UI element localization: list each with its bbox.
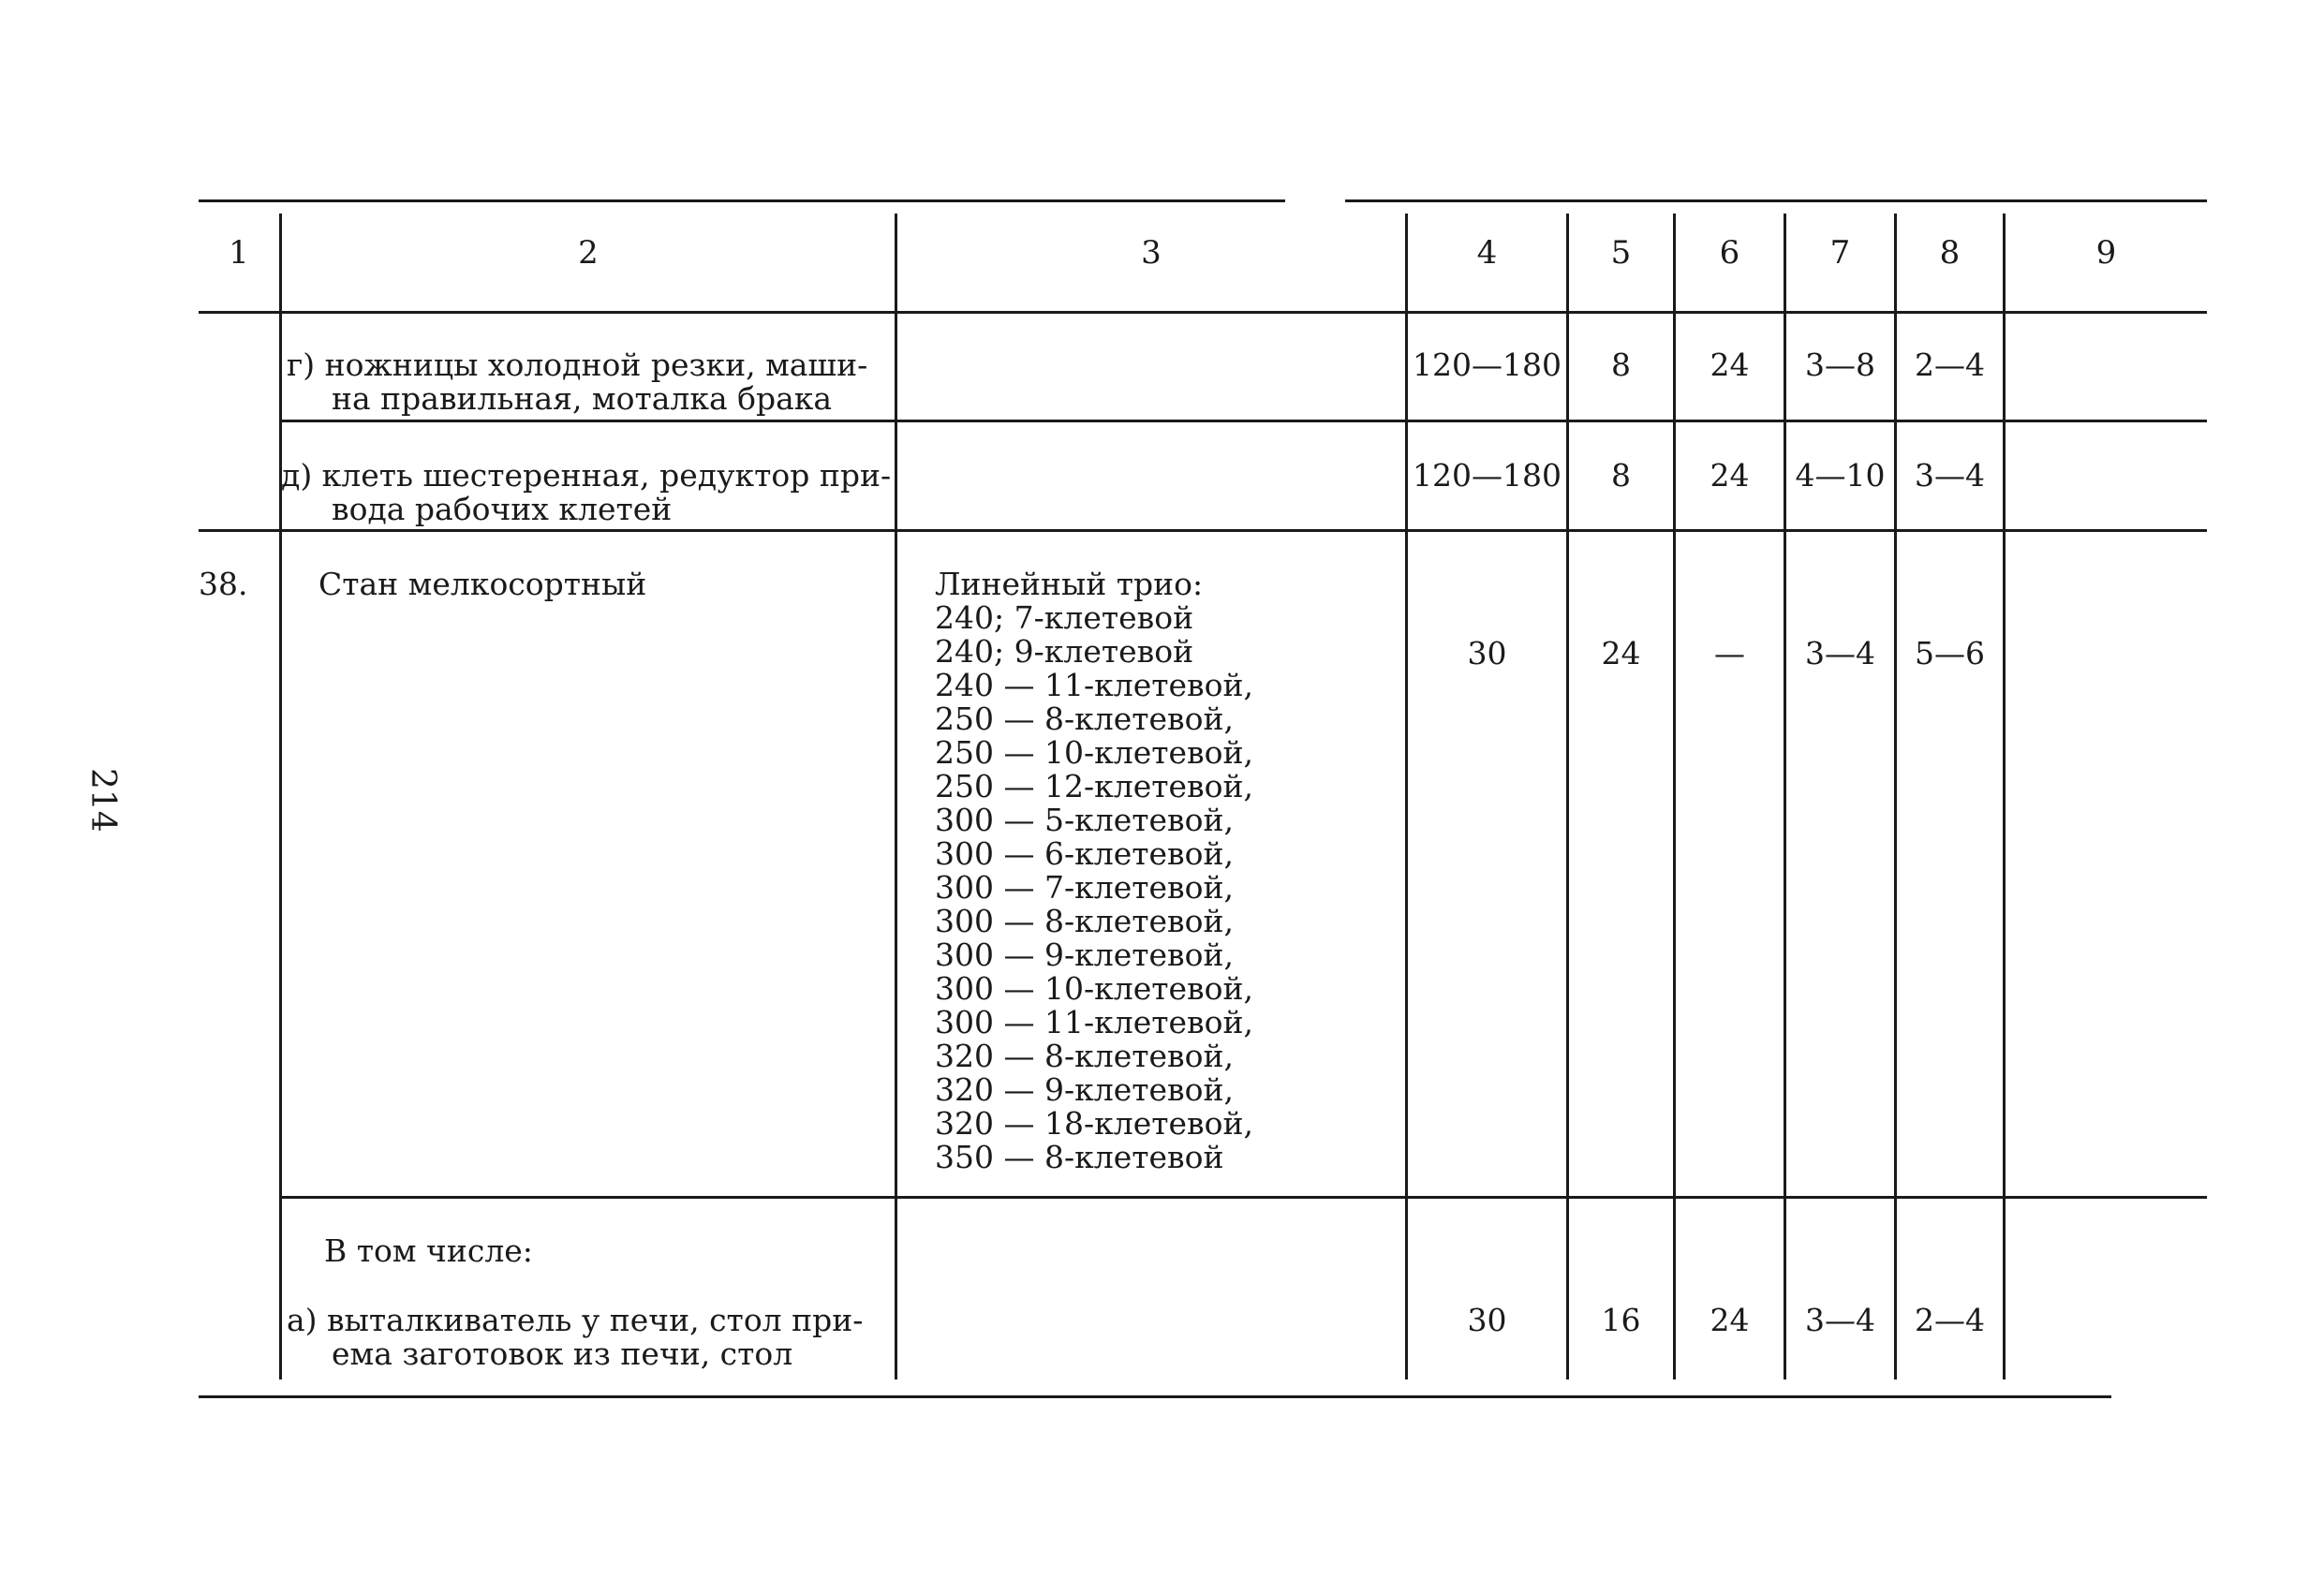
- mill-type-line: 300 — 10-клетевой,: [935, 970, 1253, 1007]
- row-d-col-6: 24: [1710, 457, 1750, 494]
- row-d-col-5: 8: [1611, 457, 1631, 494]
- row-38-col-4: 30: [1467, 635, 1507, 671]
- row-g-col-7: 3—8: [1805, 347, 1875, 383]
- row-g-name-line-1: г) ножницы холодной резки, маши-: [287, 347, 868, 383]
- row-g-col-8: 2—4: [1915, 347, 1985, 383]
- header-col-3: 3: [1141, 234, 1162, 272]
- mill-type-line: 300 — 7-клетевой,: [935, 869, 1234, 906]
- col-rule-5-6: [1673, 214, 1676, 1379]
- row-a-col-6: 24: [1710, 1302, 1750, 1338]
- row-a-col-4: 30: [1467, 1302, 1507, 1338]
- mill-type-line: 250 — 12-клетевой,: [935, 768, 1253, 804]
- row-38-col-5: 24: [1601, 635, 1641, 671]
- row-d-name-line-1: д) клеть шестеренная, редуктор при-: [281, 457, 892, 494]
- col-rule-2-3: [895, 214, 897, 1379]
- mill-type-line: 320 — 9-клетевой,: [935, 1071, 1234, 1108]
- mill-type-line: 240; 9-клетевой: [935, 633, 1194, 670]
- col-rule-4-5: [1566, 214, 1569, 1379]
- mill-type-line: 250 — 10-клетевой,: [935, 734, 1253, 771]
- row-g-col-6: 24: [1710, 347, 1750, 383]
- row-38-number: 38.: [199, 566, 248, 602]
- row-d-col-8: 3—4: [1915, 457, 1985, 494]
- header-col-4: 4: [1476, 234, 1498, 272]
- row-a-col-8: 2—4: [1915, 1302, 1985, 1338]
- row-g-col-4: 120—180: [1413, 347, 1562, 383]
- col-rule-6-7: [1784, 214, 1786, 1379]
- mill-type-line: Линейный трио:: [935, 566, 1204, 602]
- col-rule-1-2: [279, 214, 282, 1379]
- header-col-1: 1: [229, 234, 249, 272]
- row-g-col-5: 8: [1611, 347, 1631, 383]
- mill-type-line: 240 — 11-клетевой,: [935, 667, 1253, 703]
- row-rule-1: [281, 420, 2207, 422]
- row-d-col-7: 4—10: [1795, 457, 1886, 494]
- row-a-name-line-2: ема заготовок из печи, стол: [332, 1335, 793, 1372]
- page-number: 214: [83, 768, 122, 833]
- mill-type-line: 320 — 8-клетевой,: [935, 1038, 1234, 1074]
- row-a-col-7: 3—4: [1805, 1302, 1875, 1338]
- header-col-5: 5: [1610, 234, 1632, 272]
- mill-type-line: 300 — 5-клетевой,: [935, 802, 1234, 838]
- mill-type-line: 300 — 11-клетевой,: [935, 1004, 1253, 1040]
- row-d-name-line-2: вода рабочих клетей: [332, 491, 673, 527]
- row-38-col-8: 5—6: [1915, 635, 1985, 671]
- mill-type-line: 250 — 8-клетевой,: [935, 701, 1234, 737]
- mill-type-line: 300 — 9-клетевой,: [935, 937, 1234, 973]
- row-38-mill-types: [935, 568, 1253, 1174]
- mill-type-line: 300 — 6-клетевой,: [935, 835, 1234, 872]
- col-rule-8-9: [2003, 214, 2006, 1379]
- row-38-col-7: 3—4: [1805, 635, 1875, 671]
- row-a-subheading: В том числе:: [324, 1232, 533, 1269]
- row-g-name-line-2: на правильная, моталка брака: [332, 380, 833, 417]
- col-rule-3-4: [1405, 214, 1408, 1379]
- header-bottom-rule: [199, 311, 2207, 314]
- row-a-name-line-1: а) выталкиватель у печи, стол при-: [287, 1302, 864, 1338]
- row-38-name: Стан мелкосортный: [318, 566, 647, 602]
- header-col-2: 2: [578, 234, 599, 272]
- header-col-7: 7: [1829, 234, 1851, 272]
- header-col-6: 6: [1719, 234, 1740, 272]
- row-a-col-5: 16: [1601, 1302, 1641, 1338]
- header-col-8: 8: [1939, 234, 1961, 272]
- col-rule-7-8: [1894, 214, 1897, 1379]
- row-d-col-4: 120—180: [1413, 457, 1562, 494]
- table-top-rule-right: [1345, 199, 2207, 202]
- row-38-col-6: —: [1714, 635, 1745, 671]
- row-rule-2: [199, 529, 2207, 532]
- row-rule-3: [281, 1196, 2207, 1199]
- header-col-9: 9: [2095, 234, 2117, 272]
- mill-type-line: 350 — 8-клетевой: [935, 1139, 1224, 1175]
- table-bottom-rule: [199, 1395, 2111, 1398]
- mill-type-line: 300 — 8-клетевой,: [935, 903, 1234, 939]
- mill-type-line: 320 — 18-клетевой,: [935, 1105, 1253, 1142]
- table-top-rule-left: [199, 199, 1285, 202]
- mill-type-line: 240; 7-клетевой: [935, 599, 1194, 636]
